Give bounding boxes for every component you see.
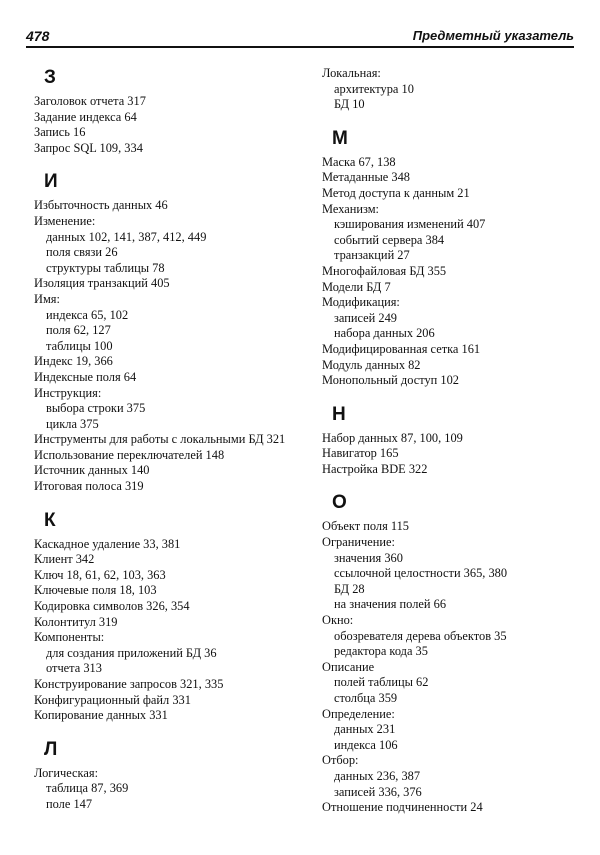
- index-entry: Монопольный доступ 102: [322, 373, 459, 388]
- index-subentry: таблица 87, 369: [46, 781, 129, 796]
- index-entry: Конструирование запросов 321, 335: [34, 677, 224, 691]
- index-section: [34, 170, 304, 494]
- section-letter: Н: [332, 403, 346, 425]
- index-entry: Ключевые поля 18, 103: [34, 583, 157, 598]
- index-entry: Модуль данных 82: [322, 357, 421, 372]
- index-entry: Отбор:: [322, 753, 359, 768]
- index-entry: Метод доступа к данным 21: [322, 185, 470, 200]
- index-entry: Кодировка символов 326, 354: [34, 599, 190, 614]
- index-entry: Источник данных 140: [34, 463, 150, 478]
- index-section: [322, 403, 584, 478]
- index-entry: Индекс 19, 366: [34, 354, 113, 369]
- section-letter: К: [44, 509, 56, 531]
- index-subentry: записей 336, 376: [334, 784, 422, 799]
- index-section: [322, 491, 584, 815]
- index-subentry: обозревателя дерева объектов 35: [334, 628, 507, 643]
- page-number: 478: [26, 28, 50, 44]
- index-subentry: на значения полей 66: [334, 597, 447, 612]
- index-entry: Колонтитул 319: [34, 614, 118, 629]
- page-header: [26, 28, 574, 48]
- index-subentry: набора данных 206: [334, 326, 435, 341]
- index-subentry: транзакций 27: [334, 248, 410, 263]
- index-subentry: данных 102, 141, 387, 412, 449: [46, 229, 207, 244]
- index-entry: Локальная:: [322, 66, 381, 80]
- index-entry: Модифицированная сетка 161: [322, 341, 481, 356]
- index-entry: Конфигурационный файл 331: [34, 692, 191, 707]
- index-section: [322, 127, 584, 389]
- index-entry: Избыточность данных 46: [34, 198, 168, 213]
- index-subentry: выбора строки 375: [46, 401, 146, 416]
- header-rule: [26, 46, 574, 48]
- index-entry: Запись 16: [34, 125, 86, 140]
- section-letter: З: [44, 67, 56, 88]
- index-subentry: столбца 359: [334, 691, 398, 705]
- index-subentry: значения 360: [334, 550, 403, 565]
- index-entry: Навигатор 165: [322, 446, 399, 461]
- index-subentry: для создания приложений БД 36: [46, 645, 217, 660]
- index-entry: Многофайловая БД 355: [322, 263, 447, 278]
- index-subentry: цикла 375: [46, 416, 99, 431]
- index-subentry: полей таблицы 62: [334, 675, 429, 690]
- index-entry: Объект поля 115: [322, 519, 409, 534]
- running-title: Предметный указатель: [412, 28, 574, 43]
- index-subentry: БД 10: [334, 97, 365, 112]
- index-entry: Копирование данных 331: [34, 708, 168, 723]
- index-subentry: БД 28: [334, 581, 365, 596]
- index-entry: Настройка BDE 322: [322, 461, 428, 476]
- index-entry: Набор данных 87, 100, 109: [322, 430, 463, 445]
- index-entry: Логическая:: [34, 765, 99, 780]
- index-entry: Заголовок отчета 317: [34, 94, 146, 108]
- index-subentry: кэширования изменений 407: [334, 217, 486, 232]
- index-subentry: редактора кода 35: [334, 644, 428, 659]
- index-subentry: записей 249: [334, 310, 397, 325]
- index-subentry: событий сервера 384: [334, 232, 445, 247]
- index-entry: Описание: [322, 659, 375, 674]
- index-subentry: индекса 106: [334, 737, 398, 752]
- index-subentry: ссылочной целостности 365, 380: [334, 566, 508, 581]
- index-entry: Имя:: [34, 291, 60, 306]
- index-entry: Инструменты для работы с локальными БД 321: [34, 432, 286, 447]
- index-section: [322, 66, 584, 113]
- section-letter: И: [44, 171, 58, 193]
- index-entry: Инструкция:: [34, 385, 102, 400]
- index-subentry: данных 231: [334, 722, 396, 737]
- index-entry: Каскадное удаление 33, 381: [34, 536, 181, 551]
- index-section: [34, 509, 304, 724]
- index-subentry: индекса 65, 102: [46, 307, 129, 322]
- index-entry: Компоненты:: [34, 630, 105, 645]
- index-entry: Отношение подчиненности 24: [322, 800, 483, 815]
- index-entry: Итоговая полоса 319: [34, 479, 144, 494]
- index-entry: Использование переключателей 148: [34, 447, 225, 462]
- section-letter: М: [332, 127, 348, 149]
- index-entry: Модификация:: [322, 295, 400, 310]
- index-section: [34, 66, 304, 156]
- index-entry: Индексные поля 64: [34, 369, 137, 384]
- left-column: [34, 66, 304, 813]
- index-subentry: поля связи 26: [46, 245, 118, 260]
- index-entry: Запрос SQL 109, 334: [34, 140, 143, 155]
- index-entry: Маска 67, 138: [322, 154, 396, 169]
- index-subentry: таблицы 100: [46, 338, 113, 353]
- index-entry: Изоляция транзакций 405: [34, 276, 170, 291]
- index-entry: Механизм:: [322, 201, 379, 216]
- index-entry: Метаданные 348: [322, 170, 410, 185]
- index-entry: Ограничение:: [322, 535, 395, 550]
- section-letter: О: [332, 492, 347, 514]
- index-entry: Изменение:: [34, 213, 96, 228]
- index-entry: Задание индекса 64: [34, 109, 137, 124]
- right-column: [322, 66, 584, 816]
- index-subentry: поля 62, 127: [46, 323, 111, 338]
- index-entry: Клиент 342: [34, 552, 95, 567]
- index-section: [34, 738, 304, 813]
- section-letter: Л: [44, 738, 58, 760]
- index-entry: Модели БД 7: [322, 279, 391, 294]
- index-subentry: поле 147: [46, 796, 93, 811]
- index-subentry: структуры таблицы 78: [46, 260, 165, 275]
- index-entry: Окно:: [322, 613, 354, 628]
- index-entry: Определение:: [322, 706, 395, 721]
- index-subentry: архитектура 10: [334, 81, 414, 96]
- index-entry: Ключ 18, 61, 62, 103, 363: [34, 567, 166, 582]
- index-subentry: данных 236, 387: [334, 768, 421, 783]
- index-subentry: отчета 313: [46, 661, 102, 676]
